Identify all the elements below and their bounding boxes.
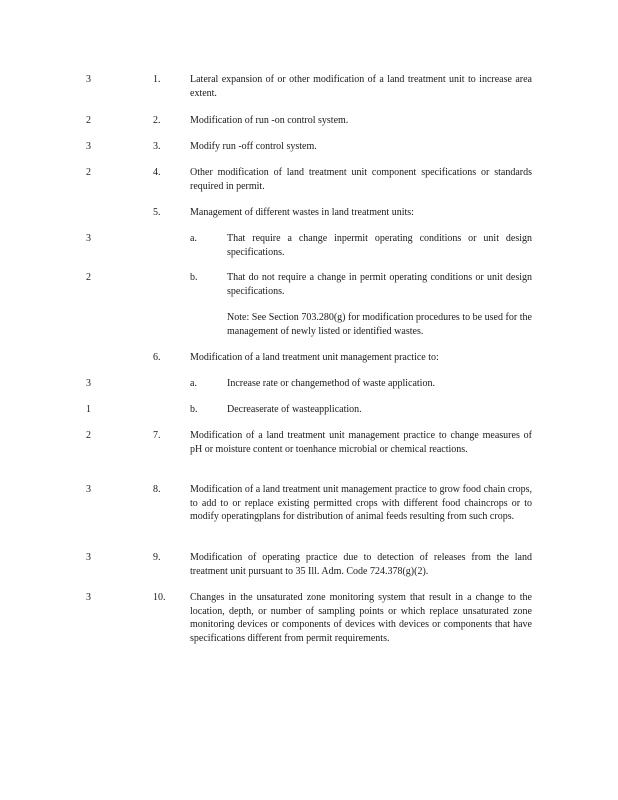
classification-number: 3 xyxy=(86,552,91,563)
item-text: Management of different wastes in land treatment units: xyxy=(190,207,414,218)
classification-number: 3 xyxy=(86,378,91,389)
item-number: 1. xyxy=(153,74,161,85)
item-number: 4. xyxy=(153,167,161,178)
classification-number: 3 xyxy=(86,592,91,603)
sub-item-letter: b. xyxy=(190,404,198,415)
classification-number: 3 xyxy=(86,141,91,152)
sub-item-letter: a. xyxy=(190,233,197,244)
item-number: 6. xyxy=(153,352,161,363)
sub-item-text: Increase rate or changemethod of waste application. xyxy=(227,378,435,389)
item-text: Changes in the unsaturated zone monitoring system that result in a change to the location, depth, or number of sampling points or which replace unsaturated zone monitoring devices or components of devices with devices or components that have specifications different from permit requirements. xyxy=(190,592,532,644)
item-number: 10. xyxy=(153,592,166,603)
item-text: Modification of a land treatment unit management practice to: xyxy=(190,352,439,363)
sub-item-text: That do not require a change in permit operating conditions or unit design specifications. xyxy=(227,272,532,297)
item-number: 7. xyxy=(153,430,161,441)
classification-number: 3 xyxy=(86,74,91,85)
item-number: 8. xyxy=(153,484,161,495)
classification-number: 3 xyxy=(86,233,91,244)
item-text: Modification of run -on control system. xyxy=(190,115,349,126)
item-text: Other modification of land treatment unit component specifications or standards required in permit. xyxy=(190,167,532,192)
classification-number: 1 xyxy=(86,404,91,415)
classification-number: 2 xyxy=(86,272,91,283)
classification-number: 2 xyxy=(86,430,91,441)
item-text: Modification of operating practice due to detection of releases from the land treatment unit pursuant to 35 Ill. Adm. Code 724.378(g)(2). xyxy=(190,552,532,577)
sub-item-letter: a. xyxy=(190,378,197,389)
item-text: Modification of a land treatment unit management practice to grow food chain crops, to add to or replace existing permitted crops with different food chaincrops or to modify operatingplans for distribution of animal feeds resulting from such crops. xyxy=(190,484,532,522)
classification-number: 2 xyxy=(86,115,91,126)
note-text: Note: See Section 703.280(g) for modification procedures to be used for the management of newly listed or identified wastes. xyxy=(227,312,532,337)
item-number: 2. xyxy=(153,115,161,126)
item-number: 5. xyxy=(153,207,161,218)
classification-number: 2 xyxy=(86,167,91,178)
item-text: Lateral expansion of or other modification of a land treatment unit to increase area extent. xyxy=(190,74,532,99)
item-text: Modify run -off control system. xyxy=(190,141,317,152)
sub-item-text: That require a change inpermit operating conditions or unit design specifications. xyxy=(227,233,532,258)
item-text: Modification of a land treatment unit management practice to change measures of pH or moisture content or toenhance microbial or chemical reactions. xyxy=(190,430,532,455)
item-number: 3. xyxy=(153,141,161,152)
sub-item-letter: b. xyxy=(190,272,198,283)
item-number: 9. xyxy=(153,552,161,563)
sub-item-text: Decreaserate of wasteapplication. xyxy=(227,404,362,415)
classification-number: 3 xyxy=(86,484,91,495)
